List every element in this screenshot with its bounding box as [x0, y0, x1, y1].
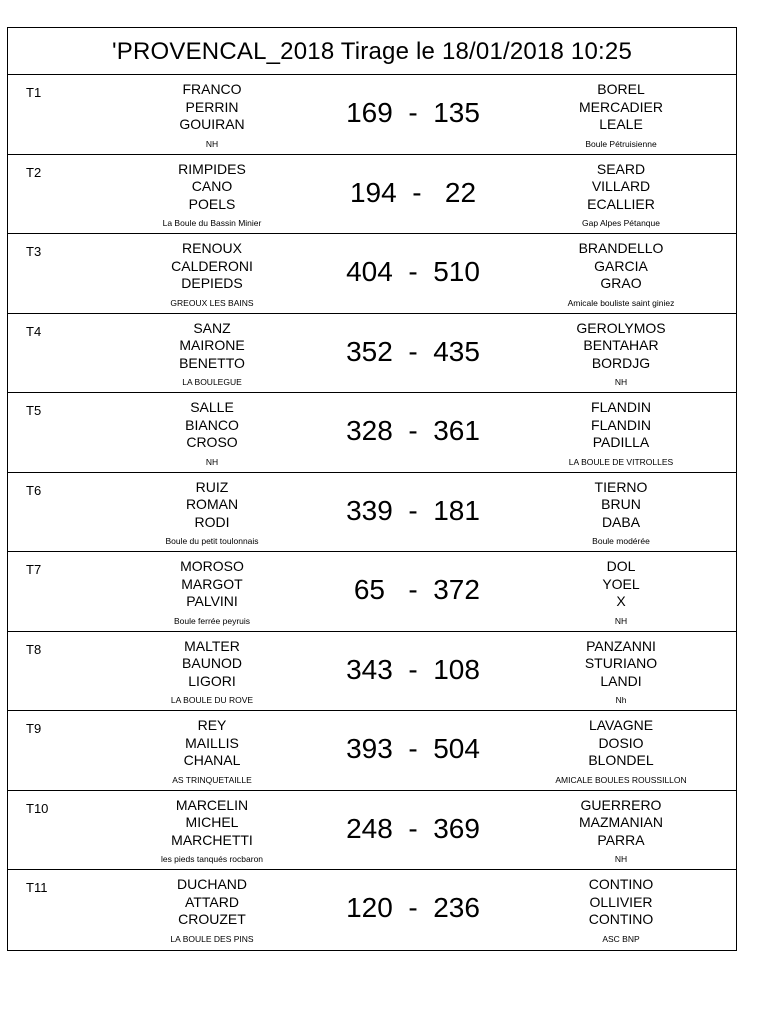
club-name: ASC BNP [602, 933, 640, 944]
match-list [8, 75, 736, 950]
club-name: Amicale bouliste saint giniez [567, 297, 675, 308]
club-name: Gap Alpes Pétanque [582, 218, 660, 228]
left-team [112, 717, 312, 785]
player-name: FLANDIN [591, 416, 651, 433]
player-name: BIANCO [185, 416, 239, 433]
player-name: PARRA [597, 831, 645, 848]
club-name: NH [205, 138, 219, 149]
right-team [521, 717, 721, 785]
player-name: BAUNOD [182, 655, 242, 671]
player-name: RODI [194, 513, 230, 530]
left-team [112, 161, 312, 229]
club-name: NH [614, 854, 628, 864]
match-score: 404 - 510 [346, 256, 480, 287]
club-name: les pieds tanqués rocbaron [160, 854, 264, 864]
club-name: GREOUX LES BAINS [170, 297, 254, 308]
left-team [112, 320, 312, 388]
match-score: 339 - 181 [346, 494, 480, 526]
player-name: BRUN [601, 496, 641, 512]
player-name: BENETTO [179, 354, 245, 371]
player-name: DOSIO [598, 734, 644, 751]
player-name: CROUZET [178, 911, 246, 927]
player-name: ROMAN [185, 496, 239, 512]
table-number: T5 [26, 403, 42, 418]
player-name: ATTARD [185, 893, 239, 910]
match-row [8, 791, 736, 871]
player-name: GOUIRAN [179, 116, 245, 132]
match-row [8, 393, 736, 473]
player-name: BRANDELLO [578, 240, 664, 256]
table-number: T1 [26, 85, 42, 100]
player-name: MAZMANIAN [579, 814, 663, 830]
right-team [521, 81, 721, 149]
match-score: 393 - 504 [346, 733, 480, 764]
club-name: LA BOULEGUE [182, 377, 242, 387]
club-name: LA BOULE DU ROVE [170, 695, 254, 705]
right-team [521, 320, 721, 388]
match-score: 328 - 361 [346, 415, 480, 446]
right-team [521, 558, 721, 626]
player-name: BOREL [597, 81, 645, 97]
match-score: 352 - 435 [346, 335, 480, 367]
player-name: MARCELIN [175, 796, 249, 813]
match-score: 65 - 372 [346, 574, 480, 605]
player-name: DOL [606, 558, 636, 574]
table-number: T6 [26, 482, 42, 498]
player-name: VILLARD [591, 178, 651, 194]
club-name: Nh [615, 695, 627, 705]
club-name: AS TRINQUETAILLE [172, 774, 252, 785]
table-number: T8 [26, 641, 42, 657]
player-name: RENOUX [182, 240, 242, 256]
player-name: X [616, 593, 626, 609]
club-name: La Boule du Bassin Minier [162, 218, 262, 228]
club-name: NH [205, 456, 219, 467]
player-name: TIERNO [594, 478, 648, 495]
player-name: SALLE [190, 399, 234, 415]
player-name: MERCADIER [578, 98, 663, 115]
player-name: PANZANNI [586, 637, 656, 654]
match-row [8, 552, 736, 632]
player-name: MALTER [184, 637, 240, 654]
club-name: LA BOULE DE VITROLLES [568, 456, 674, 467]
left-team [112, 479, 312, 547]
club-name: Boule ferrée peyruis [173, 615, 251, 626]
match-row [8, 234, 736, 314]
club-name: LA BOULE DES PINS [170, 933, 254, 944]
draw-sheet [7, 27, 737, 951]
club-name: NH [614, 615, 628, 626]
right-team [521, 638, 721, 706]
player-name: LANDI [600, 672, 642, 689]
match-score: 343 - 108 [346, 653, 480, 685]
player-name: GEROLYMOS [576, 319, 666, 336]
match-score: 169 - 135 [346, 97, 480, 128]
page-title: 'PROVENCAL_2018 Tirage le 18/01/2018 10:25 [8, 28, 736, 75]
club-name: Boule modérée [592, 536, 650, 546]
player-name: PERRIN [185, 98, 239, 115]
player-name: STURIANO [584, 655, 658, 671]
player-name: MARGOT [181, 575, 243, 592]
player-name: MARCHETTI [171, 831, 253, 848]
left-team [112, 81, 312, 149]
player-name: MAIRONE [179, 337, 245, 353]
match-row [8, 75, 736, 155]
right-team [521, 240, 721, 308]
left-team [112, 876, 312, 944]
player-name: MICHEL [185, 814, 239, 830]
match-row [8, 473, 736, 553]
player-name: CONTINO [588, 876, 654, 892]
player-name: DABA [601, 513, 641, 530]
left-team [112, 240, 312, 308]
club-name: NH [614, 377, 628, 387]
table-number: T7 [26, 562, 42, 577]
player-name: DUCHAND [177, 876, 247, 892]
player-name: CROSO [186, 434, 238, 450]
right-team [521, 161, 721, 229]
player-name: MAILLIS [185, 734, 239, 751]
player-name: CONTINO [588, 911, 654, 927]
club-name: AMICALE BOULES ROUSSILLON [555, 774, 687, 785]
match-score: 248 - 369 [346, 812, 480, 844]
table-number: T10 [26, 800, 49, 816]
player-name: RUIZ [195, 478, 229, 495]
player-name: POELS [188, 195, 236, 212]
player-name: RIMPIDES [178, 160, 246, 177]
club-name: Boule du petit toulonnais [165, 536, 259, 546]
right-team [521, 876, 721, 944]
player-name: LAVAGNE [588, 717, 654, 733]
table-number: T3 [26, 244, 42, 259]
left-team [112, 558, 312, 626]
player-name: MOROSO [180, 558, 244, 574]
player-name: SEARD [596, 160, 646, 177]
match-row [8, 632, 736, 712]
match-row [8, 314, 736, 394]
table-number: T4 [26, 323, 42, 339]
player-name: CALDERONI [171, 257, 253, 274]
player-name: PADILLA [592, 434, 650, 450]
right-team [521, 479, 721, 547]
player-name: CHANAL [183, 752, 241, 768]
right-team [521, 797, 721, 865]
player-name: LIGORI [188, 672, 236, 689]
player-name: GUERRERO [580, 796, 662, 813]
match-row [8, 711, 736, 791]
match-row [8, 155, 736, 235]
player-name: YOEL [602, 575, 640, 592]
left-team [112, 399, 312, 467]
table-number: T9 [26, 721, 42, 736]
player-name: LEALE [599, 116, 643, 132]
right-team [521, 399, 721, 467]
left-team [112, 797, 312, 865]
player-name: BLONDEL [588, 752, 654, 768]
player-name: GRAO [600, 275, 642, 291]
player-name: FLANDIN [591, 399, 651, 415]
player-name: SANZ [193, 319, 231, 336]
player-name: BENTAHAR [583, 337, 659, 353]
player-name: ECALLIER [587, 195, 655, 212]
match-score: 194 - 22 [349, 176, 477, 208]
player-name: FRANCO [182, 81, 242, 97]
player-name: PALVINI [186, 593, 238, 609]
player-name: OLLIVIER [589, 893, 653, 910]
table-number: T2 [26, 164, 42, 180]
player-name: BORDJG [591, 354, 651, 371]
table-number: T11 [26, 880, 48, 895]
player-name: REY [197, 717, 227, 733]
match-score: 120 - 236 [346, 892, 480, 923]
left-team [112, 638, 312, 706]
club-name: Boule Pétruisienne [585, 138, 657, 149]
player-name: DEPIEDS [181, 275, 243, 291]
player-name: CANO [191, 178, 233, 194]
player-name: GARCIA [594, 257, 648, 274]
match-row [8, 870, 736, 950]
